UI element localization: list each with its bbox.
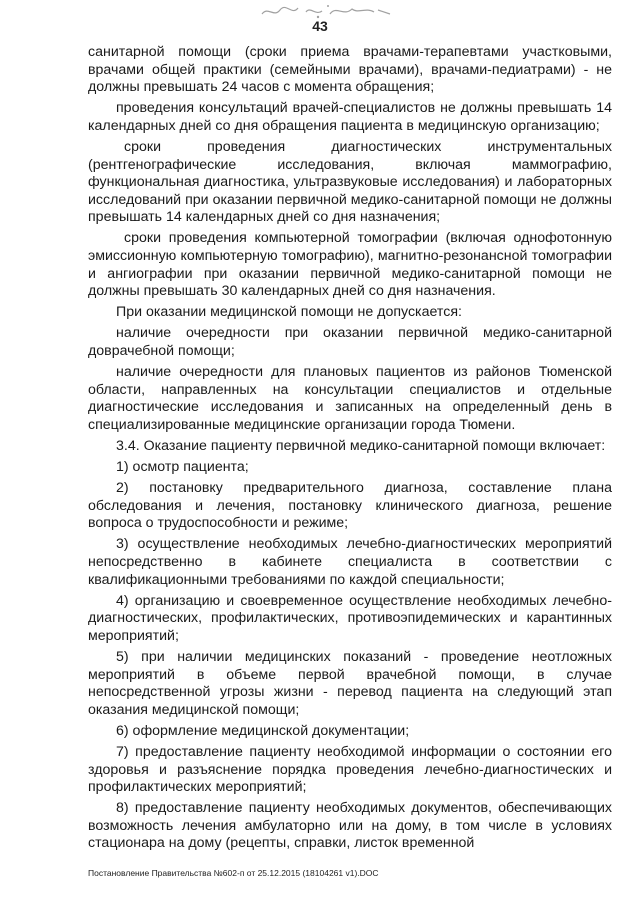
list-item: 2) постановку предварительного диагноза, составление плана обследования и лечения, постановку клинического диагноза, решение вопроса о трудоспособности и режиме;: [88, 480, 612, 532]
paragraph: проведения консультаций врачей-специалистов не должны превышать 14 календарных дней со дня обращения пациента в медицинскую организацию;: [88, 100, 612, 134]
paragraph: сроки проведения диагностических инструментальных (рентгенографические исследования, включая маммографию, функциональная диагностика, ультразвуковые исследования) и лабораторных исследований при оказании первичной медико-санитарной помощи не должны превышать 14 календарных дней со дня назначения;: [88, 138, 612, 226]
list-item: 6) оформление медицинской документации;: [116, 722, 410, 739]
list-item: 7) предоставление пациенту необходимой информации о состоянии его здоровья и разъяснение порядка проведения лечебно-диагностических и профилактических мероприятий;: [88, 743, 612, 796]
paragraph: При оказании медицинской помощи не допускается:: [116, 304, 462, 321]
page-number: 43: [312, 18, 328, 34]
list-item: 1) осмотр пациента;: [116, 459, 249, 476]
list-item: 5) при наличии медицинских показаний - проведение неотложных мероприятий в объеме первой врачебной помощи, в случае непосредственной угрозы жизни - перевод пациента на следующий этап оказания медицинской помощи;: [88, 649, 612, 718]
paragraph: санитарной помощи (сроки приема врачами-терапевтами участковыми, врачами общей практики (семейными врачами), врачами-педиатрами) - не должны превышать 24 часов с момента обращения;: [88, 44, 612, 96]
paragraph: наличие очередности для плановых пациентов из районов Тюменской области, направленных на консультации специалистов и отдельные диагностические исследования и записанных на определенный день в специализированные медицинские организации города Тюмени.: [88, 364, 612, 433]
paragraph: наличие очередности при оказании первичной медико-санитарной доврачебной помощи;: [88, 325, 612, 359]
section-heading: 3.4. Оказание пациенту первичной медико-санитарной помощи включает:: [116, 437, 606, 454]
list-item: 8) предоставление пациенту необходимых документов, обеспечивающих возможность лечения амбулаторно или на дому, в том числе в условиях стационара на дому (рецепты, справки, листок временной: [88, 800, 612, 852]
paragraph: сроки проведения компьютерной томографии (включая однофотонную эмиссионную компьютерную томографию), магнитно-резонансной томографии и ангиографии при оказании первичной медико-санитарной помощи не должны превышать 30 календарных дней со дня назначения.: [88, 230, 612, 300]
document-body: [88, 44, 612, 857]
list-item: 3) осуществление необходимых лечебно-диагностических мероприятий непосредственно в кабинете специалиста в соответствии с квалификационными требованиями по каждой специальности;: [88, 536, 612, 588]
list-item: 4) организацию и своевременное осуществление необходимых лечебно-диагностических, профилактических, противоэпидемических и карантинных мероприятий;: [88, 592, 612, 644]
document-footer: Постановление Правительства №602-п от 25.12.2015 (18104261 v1).DOC: [88, 868, 379, 878]
